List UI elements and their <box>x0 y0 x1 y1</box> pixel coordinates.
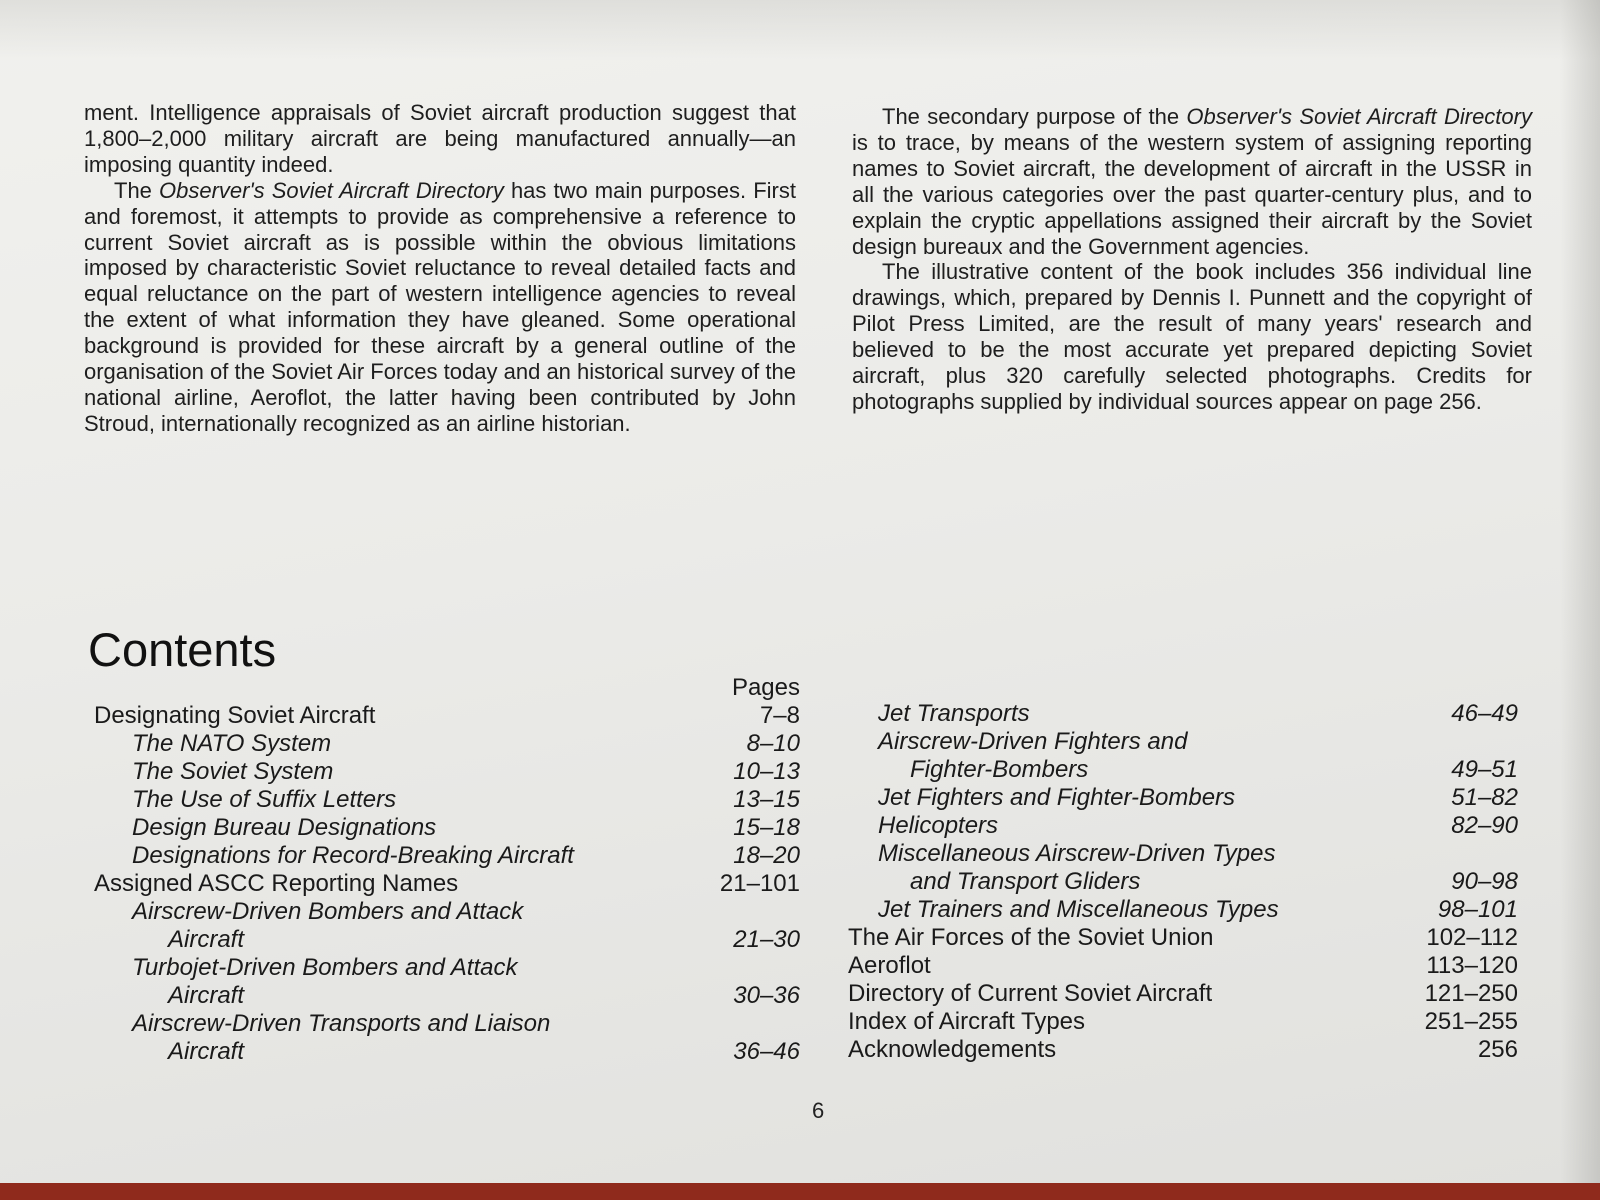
contents-entry-title: Helicopters <box>878 812 999 839</box>
contents-entry-title: Jet Trainers and Miscellaneous Types <box>878 896 1279 923</box>
contents-entry-title: Miscellaneous Airscrew-Driven Types <box>878 840 1276 867</box>
contents-entry-title: Assigned ASCC Reporting Names <box>94 870 459 897</box>
contents-entry-pages: 90–98 <box>1451 868 1518 895</box>
contents-entry-pages: 8–10 <box>746 730 800 757</box>
contents-entry <box>88 982 800 1010</box>
contents-entry-title: Aircraft <box>168 1038 245 1065</box>
paragraph-continuation: ment. Intelligence appraisals of Soviet aircraft production suggest that 1,800–2,000 military aircraft are being manufactured annually—an imposing quantity indeed. <box>84 100 796 177</box>
contents-entry-pages: 256 <box>1477 1036 1518 1063</box>
contents-entry-title: Index of Aircraft Types <box>848 1008 1086 1035</box>
contents-entry-pages: 21–30 <box>733 926 800 953</box>
page-shadow-top <box>0 0 1600 60</box>
contents-entry <box>848 1008 1518 1036</box>
contents-entry-title: Airscrew-Driven Fighters and <box>878 728 1188 755</box>
contents-entry-pages: 30–36 <box>733 982 800 1009</box>
contents-entry <box>88 898 800 926</box>
contents-entry <box>848 728 1518 756</box>
contents-heading: Contents <box>88 623 277 676</box>
contents-entry-pages: 102–112 <box>1426 924 1518 951</box>
contents-entry-title: The Air Forces of the Soviet Union <box>848 924 1214 951</box>
contents-entry <box>848 868 1518 896</box>
contents-entry-pages: 18–20 <box>733 842 800 869</box>
pages-column-header: Pages <box>731 674 800 701</box>
paragraph-body: has two main purposes. First and foremost, it attempts to provide as comprehensive a reference to current Soviet aircraft as is possible within the obvious limitations imposed by characteristic Soviet reluctance to reveal detailed facts and equal reluctance on the part of western intelligence agencies to reveal the extent of what information they have gleaned. Some operational background is provided for these aircraft by a general outline of the organisation of the Soviet Air Forces today and an historical survey of the national airline, Aeroflot, the latter having been contributed by John Stroud, internationally recognized as an airline historian. <box>84 177 796 436</box>
paragraph-secondary-purpose <box>852 104 1532 259</box>
paragraph-illustrations: The illustrative content of the book includes 356 individual line drawings, which, prepared by Dennis I. Punnett and the copyright of Pilot Press Limited, are the result of many years' research and believed to be the most accurate yet prepared depicting Soviet aircraft, plus 320 carefully selected photographs. Credits for photographs supplied by individual sources appear on page 256. <box>852 259 1532 414</box>
contents-entry <box>88 1038 800 1066</box>
contents-entry-pages: 82–90 <box>1451 812 1518 839</box>
contents-entry <box>848 924 1518 952</box>
contents-entry-title: The Use of Suffix Letters <box>132 786 397 813</box>
contents-entry-title: Aircraft <box>168 982 245 1009</box>
contents-entry-title: Design Bureau Designations <box>132 814 437 841</box>
contents-entry-pages: 121–250 <box>1424 980 1518 1007</box>
book-title-italic: Observer's Soviet Aircraft Directory <box>158 177 504 203</box>
contents-entry-pages: 51–82 <box>1451 784 1518 811</box>
contents-entry-pages: 13–15 <box>733 786 800 813</box>
contents-entry-title: Jet Fighters and Fighter-Bombers <box>878 784 1236 811</box>
contents-entry-title: Fighter-Bombers <box>910 756 1089 783</box>
contents-entry-title: Acknowledgements <box>848 1036 1057 1063</box>
contents-entry-title: Airscrew-Driven Bombers and Attack <box>132 898 524 925</box>
right-text-column <box>852 104 1532 415</box>
contents-entry-title: and Transport Gliders <box>910 868 1141 895</box>
contents-entry <box>848 756 1518 784</box>
contents-entry <box>848 896 1518 924</box>
contents-entry <box>88 702 800 730</box>
paragraph-body: is to trace, by means of the western system of assigning reporting names to Soviet aircraft, the development of aircraft in the USSR in all the various categories over the past quarter-century plus, and to explain the cryptic appellations assigned their aircraft by the Soviet design bureaux and the Government agencies. <box>852 129 1532 259</box>
contents-entry-pages: 46–49 <box>1451 700 1518 727</box>
contents-entry-pages: 7–8 <box>759 702 800 729</box>
contents-entry-pages: 113–120 <box>1426 952 1518 979</box>
contents-entry <box>88 786 800 814</box>
contents-entry-title: Aeroflot <box>848 952 931 979</box>
contents-entry <box>848 812 1518 840</box>
contents-entry-title: The Soviet System <box>132 758 334 785</box>
contents-entry <box>88 814 800 842</box>
contents-entry-title: Aircraft <box>168 926 245 953</box>
contents-entry <box>848 700 1518 728</box>
contents-entry-pages: 98–101 <box>1437 896 1518 923</box>
contents-entry-title: The NATO System <box>132 730 332 757</box>
contents-entry-pages: 251–255 <box>1424 1008 1518 1035</box>
contents-entry <box>88 1010 800 1038</box>
contents-entries-left <box>88 702 800 1066</box>
contents-entry-pages: 49–51 <box>1451 756 1518 783</box>
page-number: 6 <box>812 1098 825 1123</box>
contents-entry-title: Jet Transports <box>878 700 1030 727</box>
contents-entry-pages: 10–13 <box>733 758 800 785</box>
contents-entry-pages: 21–101 <box>719 870 800 897</box>
paragraph-purposes <box>84 178 796 437</box>
contents-entry <box>88 842 800 870</box>
contents-entry <box>848 952 1518 980</box>
contents-entries-right <box>848 700 1518 1064</box>
contents-entry <box>88 730 800 758</box>
paragraph-intro: The secondary purpose of the <box>882 104 1187 129</box>
contents-entry-title: Turbojet-Driven Bombers and Attack <box>132 954 518 981</box>
left-text-column <box>84 100 796 437</box>
contents-entry-pages: 15–18 <box>733 814 800 841</box>
contents-entry-pages: 36–46 <box>733 1038 800 1065</box>
contents-entry <box>88 954 800 982</box>
contents-entry <box>88 870 800 898</box>
contents-entry <box>848 840 1518 868</box>
contents-entry <box>848 980 1518 1008</box>
contents-entry-title: Directory of Current Soviet Aircraft <box>848 980 1213 1007</box>
contents-entry-title: Designations for Record-Breaking Aircraft <box>132 842 574 869</box>
contents-entry-title: Airscrew-Driven Transports and Liaison <box>132 1010 551 1037</box>
page-shadow-right <box>1560 0 1600 1183</box>
contents-entry-title: Designating Soviet Aircraft <box>94 702 376 729</box>
contents-entry <box>88 926 800 954</box>
contents-entry <box>88 758 800 786</box>
contents-list-right <box>848 700 1518 1064</box>
paragraph-intro: The <box>114 177 159 203</box>
contents-entry <box>848 1036 1518 1064</box>
contents-entry <box>848 784 1518 812</box>
contents-list-left <box>88 674 800 1066</box>
book-title-italic: Observer's Soviet Aircraft Directory <box>1186 104 1532 129</box>
